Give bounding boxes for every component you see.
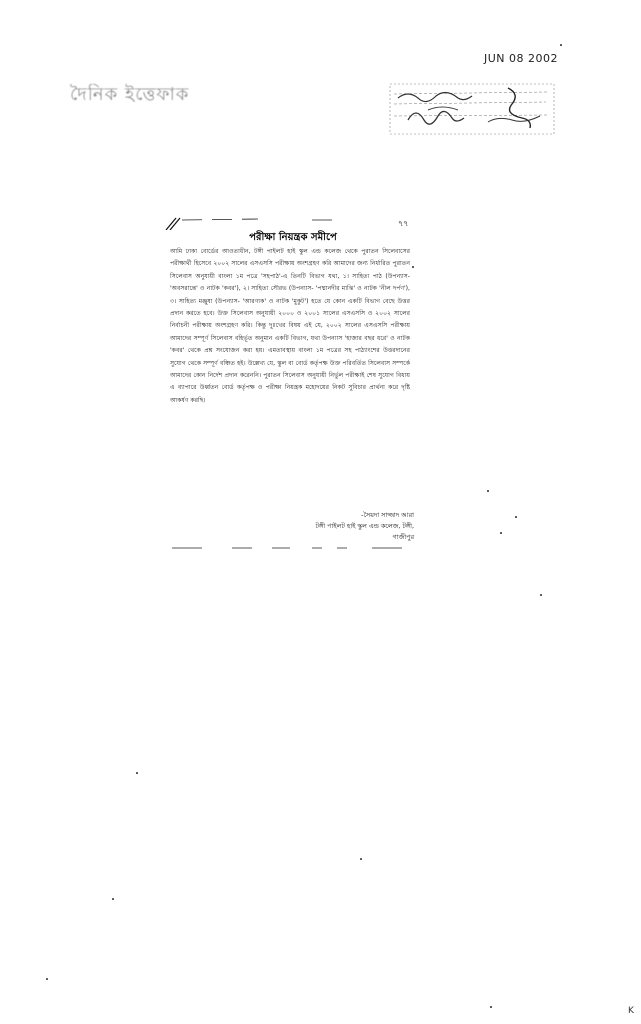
- corner-mark: K: [628, 1006, 634, 1016]
- scan-speck: [490, 1006, 492, 1008]
- scan-speck: [112, 898, 114, 900]
- signature-district: গাজীপুর: [392, 533, 414, 541]
- page-mark: ৭৭: [398, 219, 409, 228]
- clipping-bottom-border: [162, 544, 424, 552]
- scan-speck: [487, 490, 489, 492]
- newspaper-masthead: দৈনিক ইত্তেফাক: [70, 84, 190, 105]
- clipping-top-border: [162, 216, 424, 230]
- letter-title: পরীক্ষা নিয়ন্ত্রক সমীপে: [249, 232, 337, 243]
- scan-speck: [540, 594, 542, 596]
- newspaper-clipping: [162, 216, 424, 556]
- scan-speck: [500, 532, 502, 534]
- date-stamp: JUN 08 2002: [484, 52, 559, 65]
- signature-institution: টঙ্গী পাইলট হাই স্কুল এন্ড কলেজ, টঙ্গী,: [315, 522, 414, 530]
- letter-signature: [272, 510, 414, 543]
- scan-speck: [136, 772, 138, 774]
- handwritten-stamp-box: [388, 80, 558, 138]
- signature-name: -সৈয়দা সাজ্জাদ আরা: [361, 511, 414, 519]
- scan-speck: [360, 858, 362, 860]
- scan-speck: [412, 266, 414, 268]
- letter-body: আমি ঢাকা বোর্ডের আওতাধীন, টঙ্গী পাইলট হাই স্কুল এন্ড কলেজ থেকে পুরাতন সিলেবাসের পরীক্ষার্থী হিসেবে ২০০২ সালের এসএসসি পরীক্ষায় অংশগ্রহণ করি আমাদের জন্য নির্ধারিত পুরাতন সিলেবাস অনুযায়ী বাংলা ১ম পত্রে 'সহপাঠ'-এ তিনটি বিভাগ যথা, ১। সাহিত্য পাঠ (উপন্যাস- 'অবসরান্তে' ও নাটক 'কবর'), ২। সাহিত্য সৌরভ (উপন্যাস- 'পদ্মানদীর মাঝি' ও নাটক 'নীল দর্পণ'), ৩। সাহিত্য মঞ্জুষা (উপন্যাস- 'আরণ্যক' ও নাটক 'মুকুট') হতে যে কোন একটি বিভাগ বেছে উত্তর প্রদান করতে হবে। উক্ত সিলেবাস অনুযায়ী ২০০০ ও ২০০১ সালের এসএসসি ও ২০০২ সালের নির্বাচনী পরীক্ষায় অংশগ্রহণ করি। কিন্তু দুঃখের বিষয় এই যে, ২০০২ সালের এসএসসি পরীক্ষায় আমাদের সম্পূর্ণ সিলেবাস বহির্ভূত অনুমান একটি বিভাগ, যথা উপন্যাস 'হাজার বছর ধরে' ও নাটক 'কবর' থেকে প্রশ্ন সংযোজন করা হয়। এমতাবস্থায় বাংলা ১ম পত্রের সহ পাঠ্যাংশের উত্তরদানের সুযোগ থেকে সম্পূর্ণ বঞ্চিত হই। উল্লেখ্য যে, স্কুল বা বোর্ড কর্তৃপক্ষ উক্ত পরিবর্তিত সিলেবাস সম্পর্কে আমাদের কোন নির্দেশ প্রদান করেননি। পুরাতন সিলেবাস অনুযায়ী নির্ভুল পরীক্ষাই শেষ সুযোগ বিধায় এ ব্যাপারে উর্ধ্বতন বোর্ড কর্তৃপক্ষ ও পরীক্ষা নিয়ন্ত্রক মহোদয়ের নিকট সুবিচার প্রার্থনা করে দৃষ্টি আকর্ষণ করছি।: [170, 248, 410, 404]
- scan-speck: [560, 44, 562, 46]
- scan-speck: [46, 978, 48, 980]
- scan-speck: [515, 516, 517, 518]
